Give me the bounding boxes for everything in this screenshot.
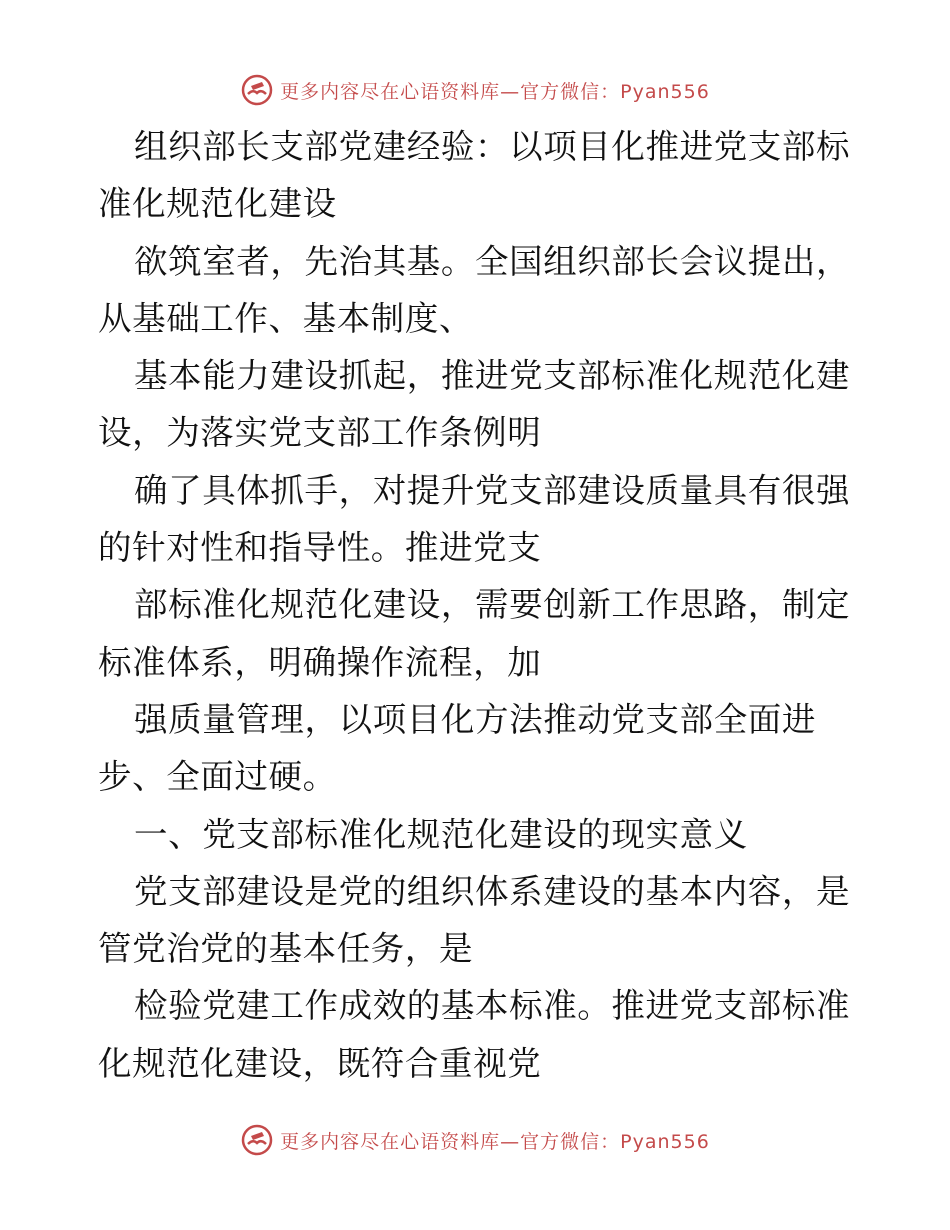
paragraph: 确了具体抓手，对提升党支部建设质量具有很强的针对性和指导性。推进党支 <box>98 470 851 568</box>
open-book-logo-icon <box>240 1123 274 1157</box>
paragraph: 党支部建设是党的组织体系建设的基本内容，是管党治党的基本任务，是 <box>98 871 851 969</box>
paragraph: 检验党建工作成效的基本标准。推进党支部标准化规范化建设，既符合重视党 <box>98 986 851 1083</box>
header-banner-text: 更多内容尽在心语资料库—官方微信：Pyan556 <box>280 80 710 103</box>
footer-banner <box>0 1120 950 1160</box>
open-book-logo-icon <box>240 73 274 107</box>
paragraph: 欲筑室者，先治其基。全国组织部长会议提出，从基础工作、基本制度、 <box>98 241 851 338</box>
paragraph: 部标准化规范化建设，需要创新工作思路，制定标准体系，明确操作流程，加 <box>98 585 851 682</box>
document-body <box>98 118 858 1092</box>
footer-banner-text: 更多内容尽在心语资料库—官方微信：Pyan556 <box>280 1130 710 1153</box>
paragraph: 强质量管理，以项目化方法推动党支部全面进步、全面过硬。 <box>98 699 816 797</box>
header-banner <box>0 70 950 110</box>
document-title: 组织部长支部党建经验：以项目化推进党支部标准化规范化建设 <box>98 127 851 224</box>
section-heading: 一、党支部标准化规范化建设的现实意义 <box>134 814 748 854</box>
paragraph: 基本能力建设抓起，推进党支部标准化规范化建设，为落实党支部工作条例明 <box>98 356 851 453</box>
